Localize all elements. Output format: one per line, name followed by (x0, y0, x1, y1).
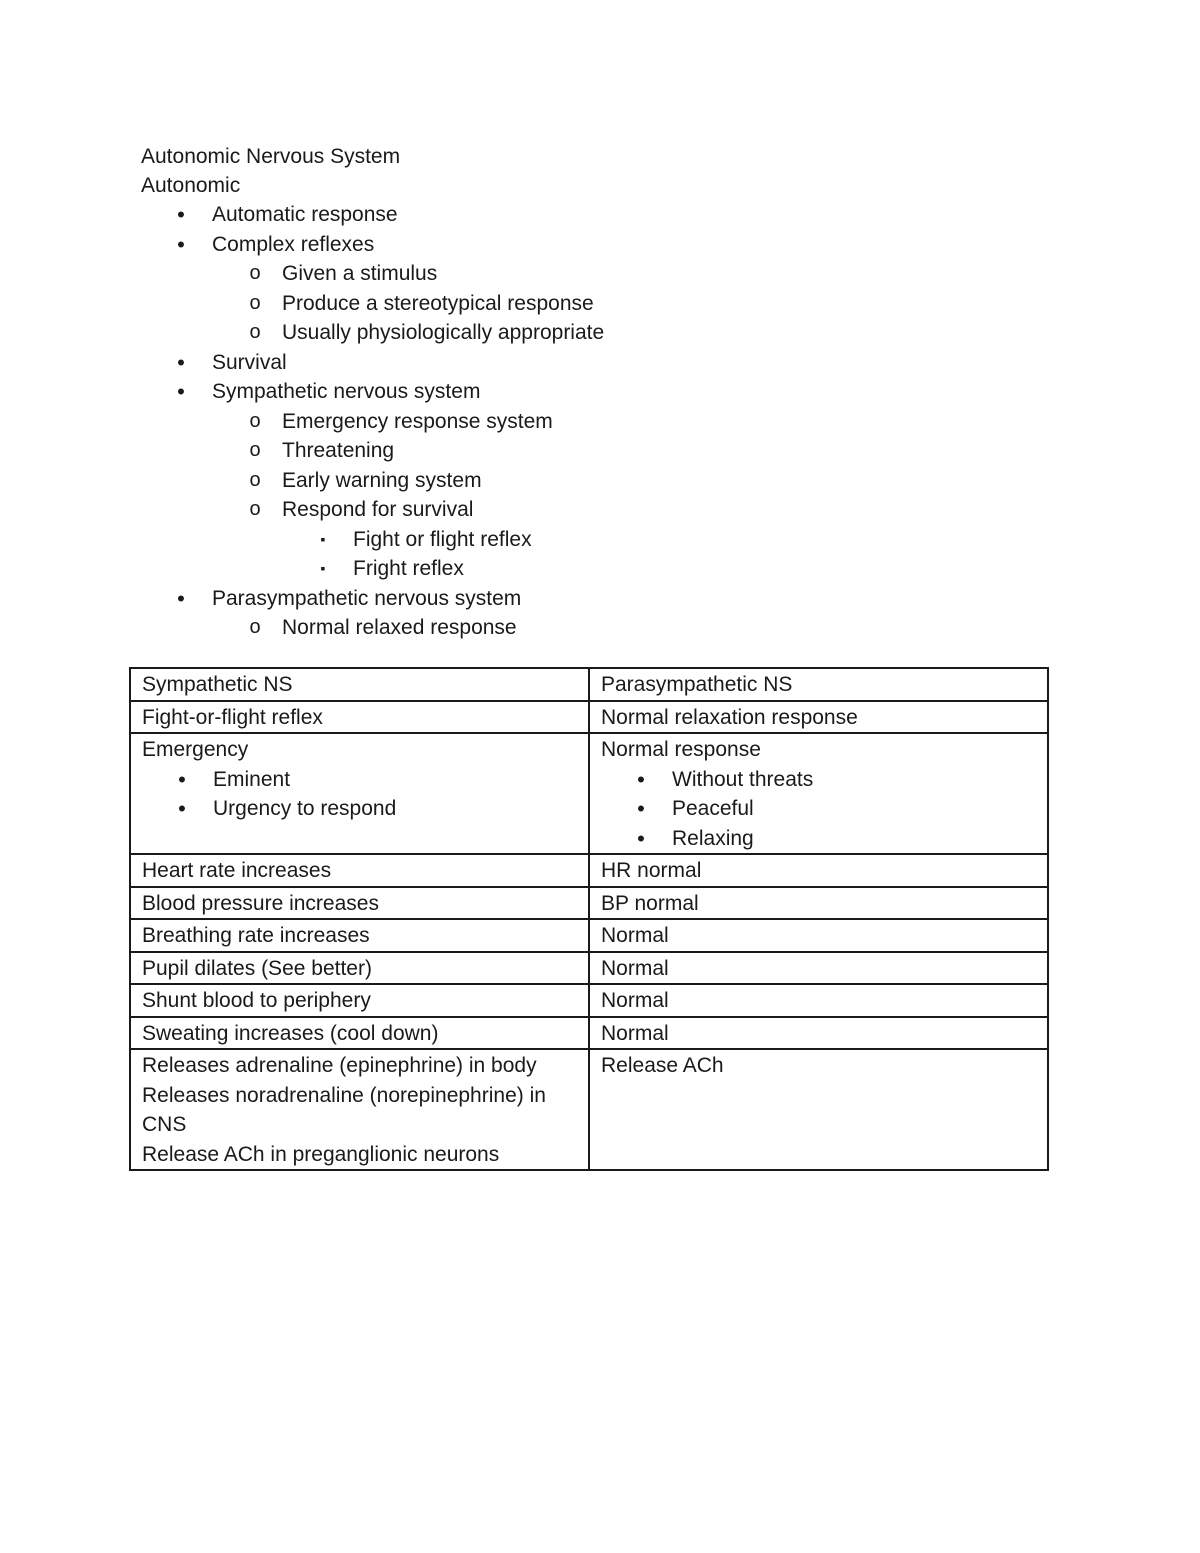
outline-subitem (0, 289, 1200, 319)
table-cell: Fight-or-flight reflex (130, 701, 589, 734)
cell-bullet-list (601, 765, 1037, 854)
cell-list-item (601, 794, 1037, 824)
table-row (130, 1017, 1048, 1050)
bullet-square-icon: ▪ (320, 560, 326, 576)
table-cell: Normal relaxation response (589, 701, 1048, 734)
table-row (130, 952, 1048, 985)
cell-line: Releases noradrenaline (norepinephrine) in CNS (142, 1083, 546, 1136)
outline-item (0, 348, 1200, 378)
table-row (130, 733, 1048, 854)
table-cell (130, 733, 589, 854)
table-header-row (130, 668, 1048, 701)
bullet-circle-icon: o (249, 409, 261, 432)
document-title: Autonomic Nervous System (141, 145, 401, 168)
bullet-disc-icon: • (177, 202, 185, 227)
cell-title: Emergency (142, 738, 249, 761)
outline-item-text: Sympathetic nervous system (212, 380, 481, 403)
table-row (130, 887, 1048, 920)
outline-subitem (0, 613, 1200, 643)
cell-bullet-list (142, 765, 578, 824)
outline-item-text: Produce a stereotypical response (282, 291, 594, 315)
outline-item-text: Early warning system (282, 468, 482, 492)
outline-item-text: Fight or flight reflex (353, 527, 532, 551)
outline-item (0, 230, 1200, 260)
table-row (130, 984, 1048, 1017)
bullet-disc-icon: • (178, 796, 186, 821)
bullet-disc-icon: • (637, 825, 645, 851)
cell-list-item-text: Eminent (213, 767, 291, 791)
table-cell: Shunt blood to periphery (130, 984, 589, 1017)
outline-item-text: Respond for survival (282, 498, 474, 521)
outline-item-text: Fright reflex (353, 557, 464, 580)
outline-item-text: Normal relaxed response (282, 616, 517, 639)
table-cell: Normal (589, 1017, 1048, 1050)
cell-line: Release ACh (601, 1054, 724, 1077)
cell-list-item (601, 824, 1037, 854)
outline-item-text: Survival (212, 350, 287, 374)
outline-item-text: Threatening (282, 439, 395, 462)
bullet-disc-icon: • (177, 379, 185, 404)
bullet-disc-icon: • (637, 766, 645, 792)
outline-subitem (0, 466, 1200, 496)
cell-list-item-text: Peaceful (672, 797, 754, 820)
bullet-disc-icon: • (178, 766, 186, 792)
outline-subitem (0, 495, 1200, 525)
outline-subitem (0, 318, 1200, 348)
bullet-disc-icon: • (637, 796, 645, 821)
outline-item-text: Parasympathetic nervous system (212, 586, 522, 610)
table-row (130, 854, 1048, 887)
cell-title: Normal response (601, 738, 761, 761)
bullet-circle-icon: o (249, 262, 261, 284)
table-header-cell: Sympathetic NS (130, 668, 589, 701)
outline-list (0, 200, 1200, 643)
table-cell (589, 733, 1048, 854)
outline-item-text: Complex reflexes (212, 232, 375, 256)
bullet-square-icon: ▪ (320, 530, 326, 547)
outline-item (0, 200, 1200, 230)
outline-subsubitem (0, 554, 1200, 584)
table-row (130, 1049, 1048, 1170)
table-cell: Blood pressure increases (130, 887, 589, 920)
bullet-circle-icon: o (249, 498, 261, 520)
cell-list-item-text: Without threats (672, 767, 814, 791)
bullet-circle-icon: o (249, 291, 261, 314)
outline-subitem (0, 436, 1200, 466)
table-cell: Pupil dilates (See better) (130, 952, 589, 985)
table-cell: BP normal (589, 887, 1048, 920)
outline-item-text: Given a stimulus (282, 262, 438, 285)
outline-item-text: Emergency response system (282, 409, 553, 433)
bullet-circle-icon: o (249, 616, 261, 638)
outline-item-text: Automatic response (212, 203, 398, 226)
table-cell: Heart rate increases (130, 854, 589, 887)
outline-subitem (0, 407, 1200, 437)
table-row (130, 701, 1048, 734)
cell-list-item (142, 765, 578, 795)
table-row (130, 919, 1048, 952)
table-cell (589, 1049, 1048, 1170)
cell-list-item (142, 794, 578, 824)
outline-item-text: Usually physiologically appropriate (282, 321, 605, 344)
outline-item (0, 584, 1200, 614)
table-header-cell: Parasympathetic NS (589, 668, 1048, 701)
cell-list-item (601, 765, 1037, 795)
cell-line: Release ACh in preganglionic neurons (142, 1142, 500, 1166)
table-cell: Normal (589, 984, 1048, 1017)
cell-list-item-text: Relaxing (672, 826, 754, 850)
table-cell: Normal (589, 919, 1048, 952)
table-cell: Sweating increases (cool down) (130, 1017, 589, 1050)
bullet-circle-icon: o (249, 439, 261, 461)
table-cell: HR normal (589, 854, 1048, 887)
outline-subsubitem (0, 525, 1200, 555)
bullet-disc-icon: • (177, 349, 185, 375)
table-cell: Normal (589, 952, 1048, 985)
cell-list-item-text: Urgency to respond (213, 797, 397, 820)
outline-subitem (0, 259, 1200, 289)
table-cell: Breathing rate increases (130, 919, 589, 952)
bullet-disc-icon: • (177, 231, 185, 257)
bullet-circle-icon: o (249, 468, 261, 491)
outline-item (0, 377, 1200, 407)
comparison-table (129, 667, 1049, 1171)
section-label: Autonomic (141, 174, 241, 197)
cell-line: Releases adrenaline (epinephrine) in body (142, 1054, 537, 1077)
bullet-disc-icon: • (177, 585, 185, 611)
bullet-circle-icon: o (249, 321, 261, 343)
table-cell (130, 1049, 589, 1170)
